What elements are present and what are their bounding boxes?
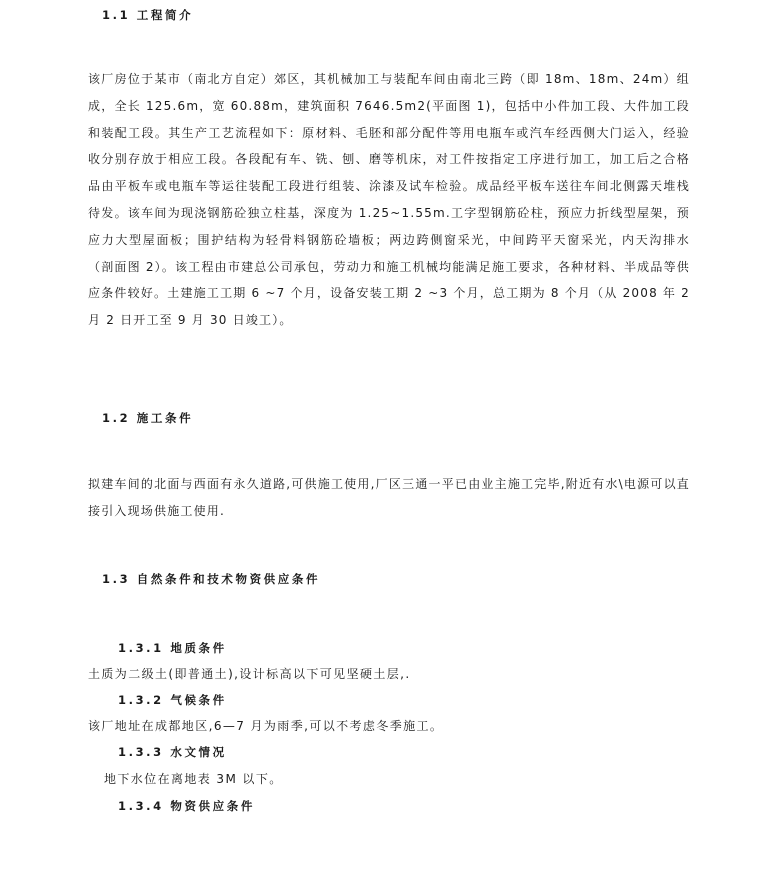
subsection-body-1-3-2: 该厂地址在成都地区,6—7 月为雨季,可以不考虑冬季施工。 xyxy=(88,719,444,733)
subsection-body-1-3-1: 土质为二级土(即普通土),设计标高以下可见坚硬土层,. xyxy=(88,667,411,681)
subsection-body-1-3-3: 地下水位在离地表 3M 以下。 xyxy=(104,772,283,786)
section-heading-1-3: 1.3 自然条件和技术物资供应条件 xyxy=(102,572,321,586)
section-body-1-2: 拟建车间的北面与西面有永久道路,可供施工使用,厂区三通一平已由业主施工完毕,附近有水\电源可以直接引入现场供施工使用. xyxy=(88,477,690,518)
section-body-1-1: 该厂房位于某市（南北方自定）郊区，其机械加工与装配车间由南北三跨（即 18m、18m、24m）组成，全长 125.6m，宽 60.88m，建筑面积 7646.5m2(平面图 1)，包括中小件加工段、大件加工段和装配工段。其生产工艺流程如下：原材料、毛胚和部分配件等用电瓶车或汽车经西侧大门运入，经验收分别存放于相应工段。各段配有车、铣、刨、磨等机床，对工件按指定工序进行加工，加工后之合格品由平板车或电瓶车等运往装配工段进行组装、涂漆及试车检验。成品经平板车送往车间北侧露天堆栈待发。该车间为现浇钢筋砼独立柱基，深度为 1.25~1.55m.工字型钢筋砼柱，预应力折线型屋架，预应力大型屋面板；围护结构为轻骨料钢筋砼墙板；两边跨侧窗采光，中间跨平天窗采光，内天沟排水（剖面图 2）。该工程由市建总公司承包，劳动力和施工机械均能满足施工要求，各种材料、半成品等供应条件较好。土建施工工期 6 ~7 个月，设备安装工期 2 ~3 个月，总工期为 8 个月（从 2008 年 2 月 2 日开工至 9 月 30 日竣工）。 xyxy=(88,72,690,328)
subsection-heading-1-3-2: 1.3.2 气候条件 xyxy=(118,693,227,707)
section-heading-1-1: 1.1 工程简介 xyxy=(102,8,194,22)
subsection-heading-1-3-3: 1.3.3 水文情况 xyxy=(118,745,227,759)
subsection-heading-1-3-1: 1.3.1 地质条件 xyxy=(118,641,227,655)
section-heading-1-2: 1.2 施工条件 xyxy=(102,411,194,425)
subsection-heading-1-3-4: 1.3.4 物资供应条件 xyxy=(118,799,255,813)
